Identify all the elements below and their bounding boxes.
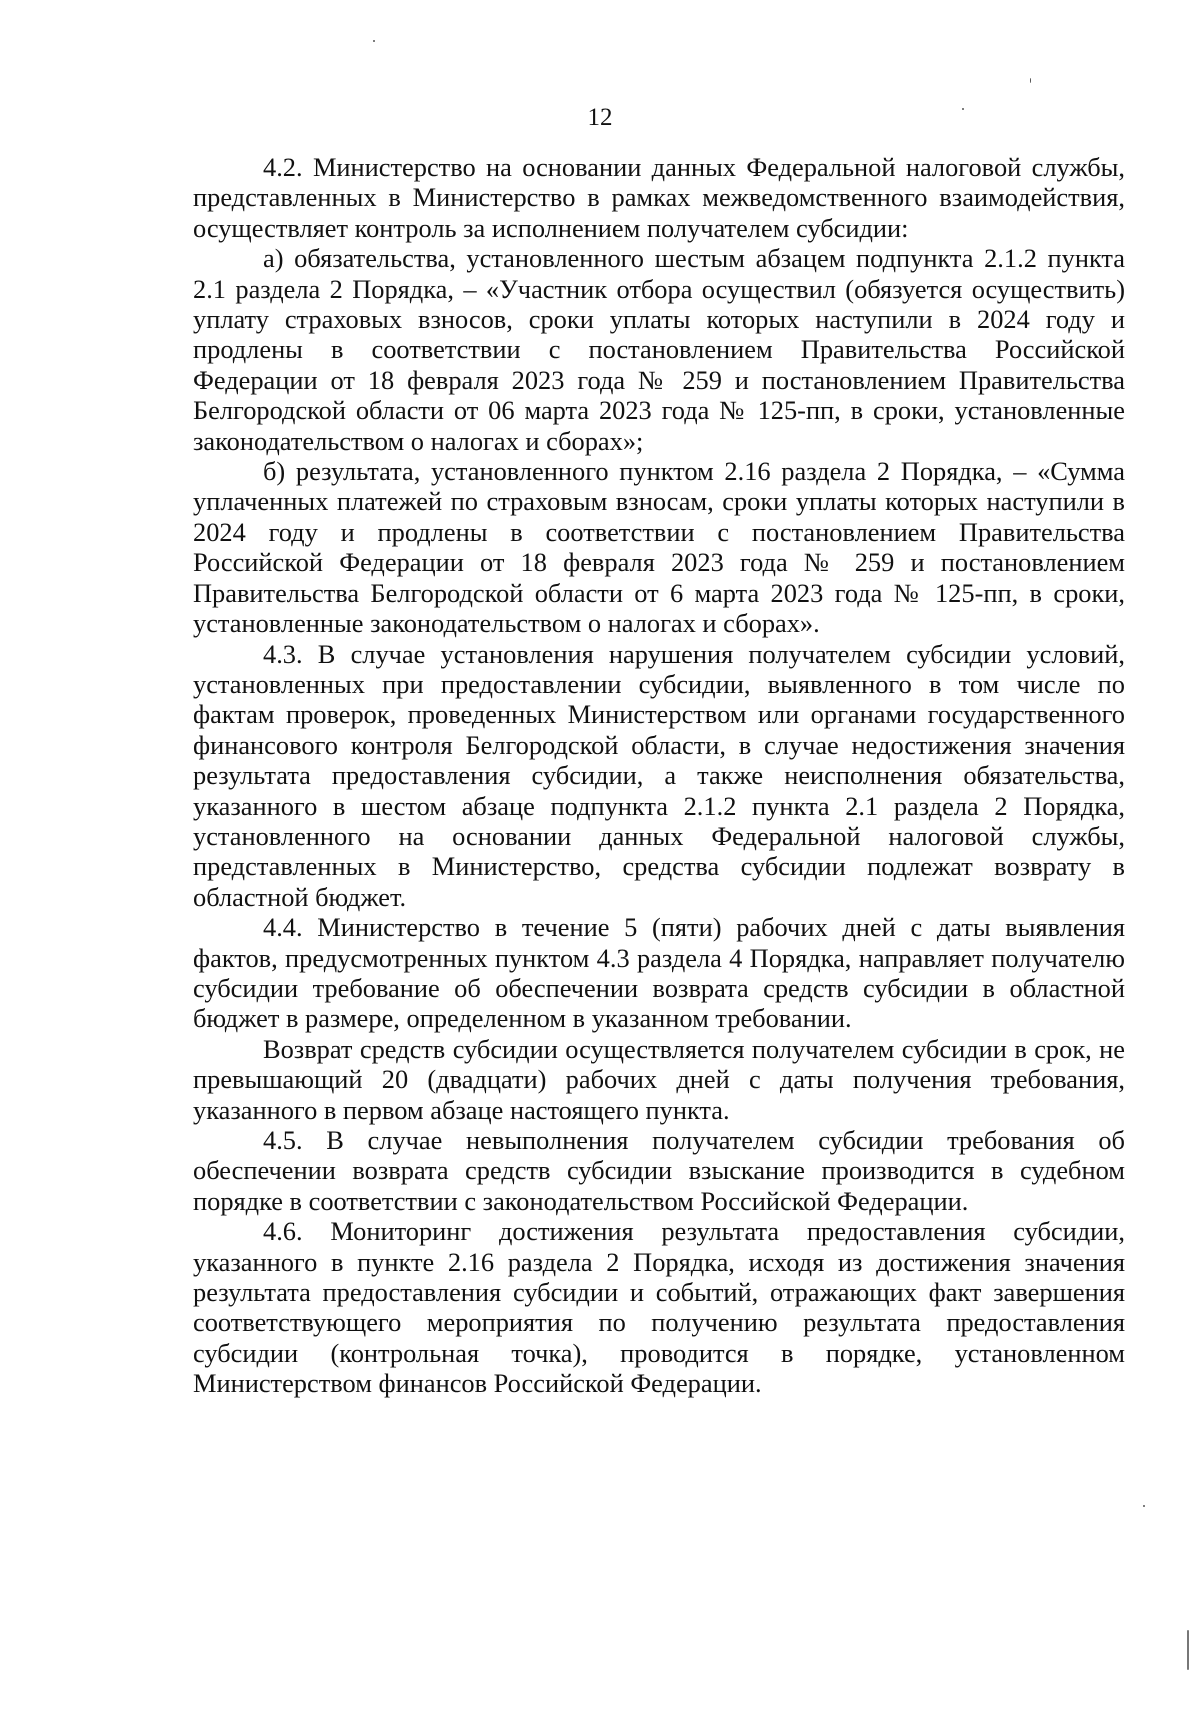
paragraph-4-4-return: Возврат средств субсидии осуществляется получателем субсидии в срок, не превышающий 20 (двадцати) рабочих дней с даты получения требования, указанного в первом абзаце настоящего пункта. [193, 1033, 1125, 1125]
paragraph-4-2-b: б) результата, установленного пунктом 2.16 раздела 2 Порядка, – «Сумма уплаченных платежей по страховым взносам, сроки уплаты которых наступили в 2024 году и продлены в соответствии с постановлением Правительства Российской Федерации от 18 февраля 2023 года № 259 и постановлением Правительства Белгородской области от 6 марта 2023 года № 125-пп, в сроки, установленные законодательством о налогах и сборах». [193, 456, 1125, 639]
paragraph-4-2-a: а) обязательства, установленного шестым абзацем подпункта 2.1.2 пункта 2.1 раздела 2 Порядка, – «Участник отбора осуществил (обязуется осуществить) уплату страховых взносов, сроки уплаты которых наступили в 2024 году и продлены в соответствии с постановлением Правительства Российской Федерации от 18 февраля 2023 года № 259 и постановлением Правительства Белгородской области от 06 марта 2023 года № 125-пп, в сроки, установленные законодательством о налогах и сборах»; [193, 243, 1125, 456]
scan-speck [373, 40, 375, 42]
paragraph-4-4: 4.4. Министерство в течение 5 (пяти) рабочих дней с даты выявления фактов, предусмотренных пунктом 4.3 раздела 4 Порядка, направляет получателю субсидии требование об обеспечении возврата средств субсидии в областной бюджет в размере, определенном в указанном требовании. [193, 912, 1125, 1034]
paragraph-4-5: 4.5. В случае невыполнения получателем субсидии требования об обеспечении возврата средств субсидии взыскание производится в судебном порядке в соответствии с законодательством Российской Федерации. [193, 1125, 1125, 1216]
scan-speck [1187, 1630, 1189, 1670]
paragraph-4-3: 4.3. В случае установления нарушения получателем субсидии условий, установленных при предоставлении субсидии, выявленного в том числе по фактам проверок, проведенных Министерством или органами государственного финансового контроля Белгородской области, в случае недостижения значения результата предоставления субсидии, а также неисполнения обязательства, указанного в шестом абзаце подпункта 2.1.2 пункта 2.1 раздела 2 Порядка, установленного на основании данных Федеральной налоговой службы, представленных в Министерство, средства субсидии подлежат возврату в областной бюджет. [193, 638, 1125, 912]
document-body [193, 152, 1125, 1399]
scan-speck [1143, 1505, 1145, 1507]
scan-speck [1030, 78, 1031, 83]
paragraph-4-6: 4.6. Мониторинг достижения результата предоставления субсидии, указанного в пункте 2.16 раздела 2 Порядка, исходя из достижения значения результата предоставления субсидии и событий, отражающих факт завершения соответствующего мероприятия по получению результата предоставления субсидии (контрольная точка), проводится в порядке, установленном Министерством финансов Российской Федерации. [193, 1216, 1125, 1399]
page-number: 12 [587, 104, 613, 131]
scan-speck [962, 108, 964, 110]
paragraph-4-2: 4.2. Министерство на основании данных Федеральной налоговой службы, представленных в Министерство в рамках межведомственного взаимодействия, осуществляет контроль за исполнением получателем субсидии: [193, 152, 1125, 243]
